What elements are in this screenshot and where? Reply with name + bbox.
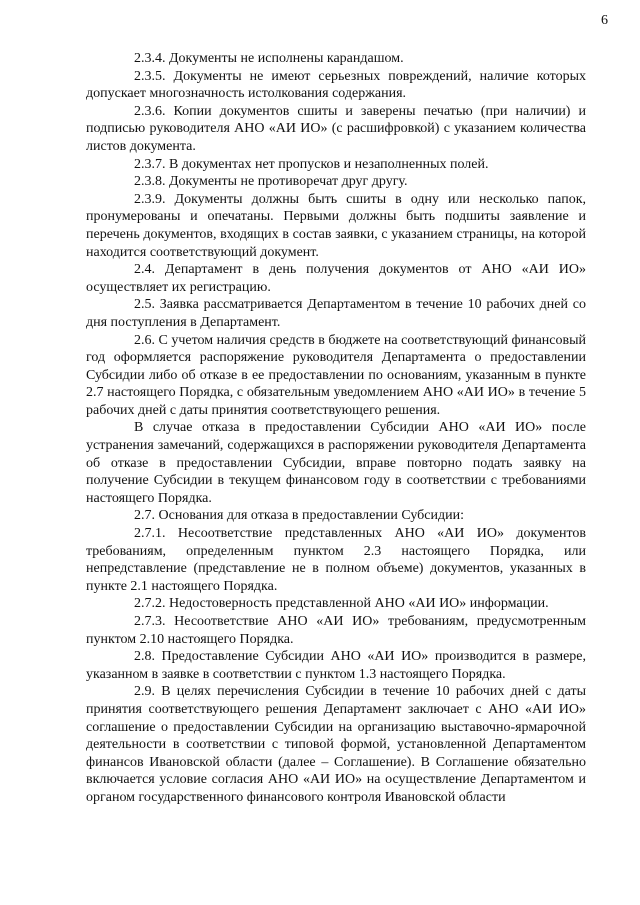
paragraph-2-9: 2.9. В целях перечисления Субсидии в течение 10 рабочих дней с даты принятия соответствующего решения Департамент заключает с АНО «АИ ИО» соглашение о предоставлении Субсидии на организацию выставочно-ярмарочной деятельности в соответствии с типовой формой, установленной Департаментом финансов Ивановской области (далее – Соглашение). В Соглашение обязательно включается условие согласия АНО «АИ ИО» на осуществление Департаментом и органом государственного финансового контроля Ивановской области [86, 684, 586, 805]
paragraph-2-3-7: 2.3.7. В документах нет пропусков и незаполненных полей. [134, 156, 489, 172]
paragraph-2-5: 2.5. Заявка рассматривается Департаментом в течение 10 рабочих дней со дня поступления в Департамент. [86, 297, 586, 330]
paragraph-2-6: 2.6. С учетом наличия средств в бюджете на соответствующий финансовый год оформляется распоряжение руководителя Департамента о предоставлении Субсидии либо об отказе в ее предоставлении по основаниям, указанным в пункте 2.7 настоящего Порядка, с обязательным уведомлением АНО «АИ ИО» в течение 5 рабочих дней с даты принятия соответствующего решения. [86, 332, 586, 418]
paragraph-2-3-6: 2.3.6. Копии документов сшиты и заверены печатью (при наличии) и подписью руководителя АНО «АИ ИО» (с расшифровкой) с указанием количества листов документа. [86, 103, 586, 154]
paragraph-2-7: 2.7. Основания для отказа в предоставлении Субсидии: [134, 508, 464, 524]
page-number: 6 [601, 13, 608, 28]
paragraph-2-3-5: 2.3.5. Документы не имеют серьезных повреждений, наличие которых допускает многозначность истолкования содержания. [86, 68, 586, 102]
paragraph-2-3-4: 2.3.4. Документы не исполнены карандашом. [134, 51, 404, 66]
paragraph-2-8: 2.8. Предоставление Субсидии АНО «АИ ИО» производится в размере, указанном в заявке в соответствии с пунктом 1.3 настоящего Порядка. [86, 649, 586, 682]
document-body [86, 50, 586, 807]
paragraph-2-7-2: 2.7.2. Недостоверность представленной АНО «АИ ИО» информации. [134, 596, 549, 612]
paragraph-2-3-9: 2.3.9. Документы должны быть сшиты в одну или несколько папок, пронумерованы и опечатаны. Первыми должны быть подшиты заявление и перечень документов, входящих в состав заявки, с указанием страницы, на которой находится соответствующий документ. [86, 191, 586, 260]
paragraph-2-7-1: 2.7.1. Несоответствие представленных АНО «АИ ИО» документов требованиям, определенным пунктом 2.3 настоящего Порядка, или непредставление (представление не в полном объеме) документов, указанных в пункте 2.1 настоящего Порядка. [86, 526, 586, 594]
paragraph-2-7-3: 2.7.3. Несоответствие АНО «АИ ИО» требованиям, предусмотренным пунктом 2.10 настоящего Порядка. [86, 614, 586, 647]
paragraph-refusal-case: В случае отказа в предоставлении Субсидии АНО «АИ ИО» после устранения замечаний, содержащихся в распоряжении руководителя Департамента об отказе в предоставлении Субсидии, вправе повторно подать заявку на получение Субсидии в текущем финансовом году в соответствии с требованиями настоящего Порядка. [86, 420, 586, 506]
paragraph-2-3-8: 2.3.8. Документы не противоречат друг другу. [134, 174, 408, 190]
paragraph-2-4: 2.4. Департамент в день получения документов от АНО «АИ ИО» осуществляет их регистрацию. [86, 262, 586, 295]
